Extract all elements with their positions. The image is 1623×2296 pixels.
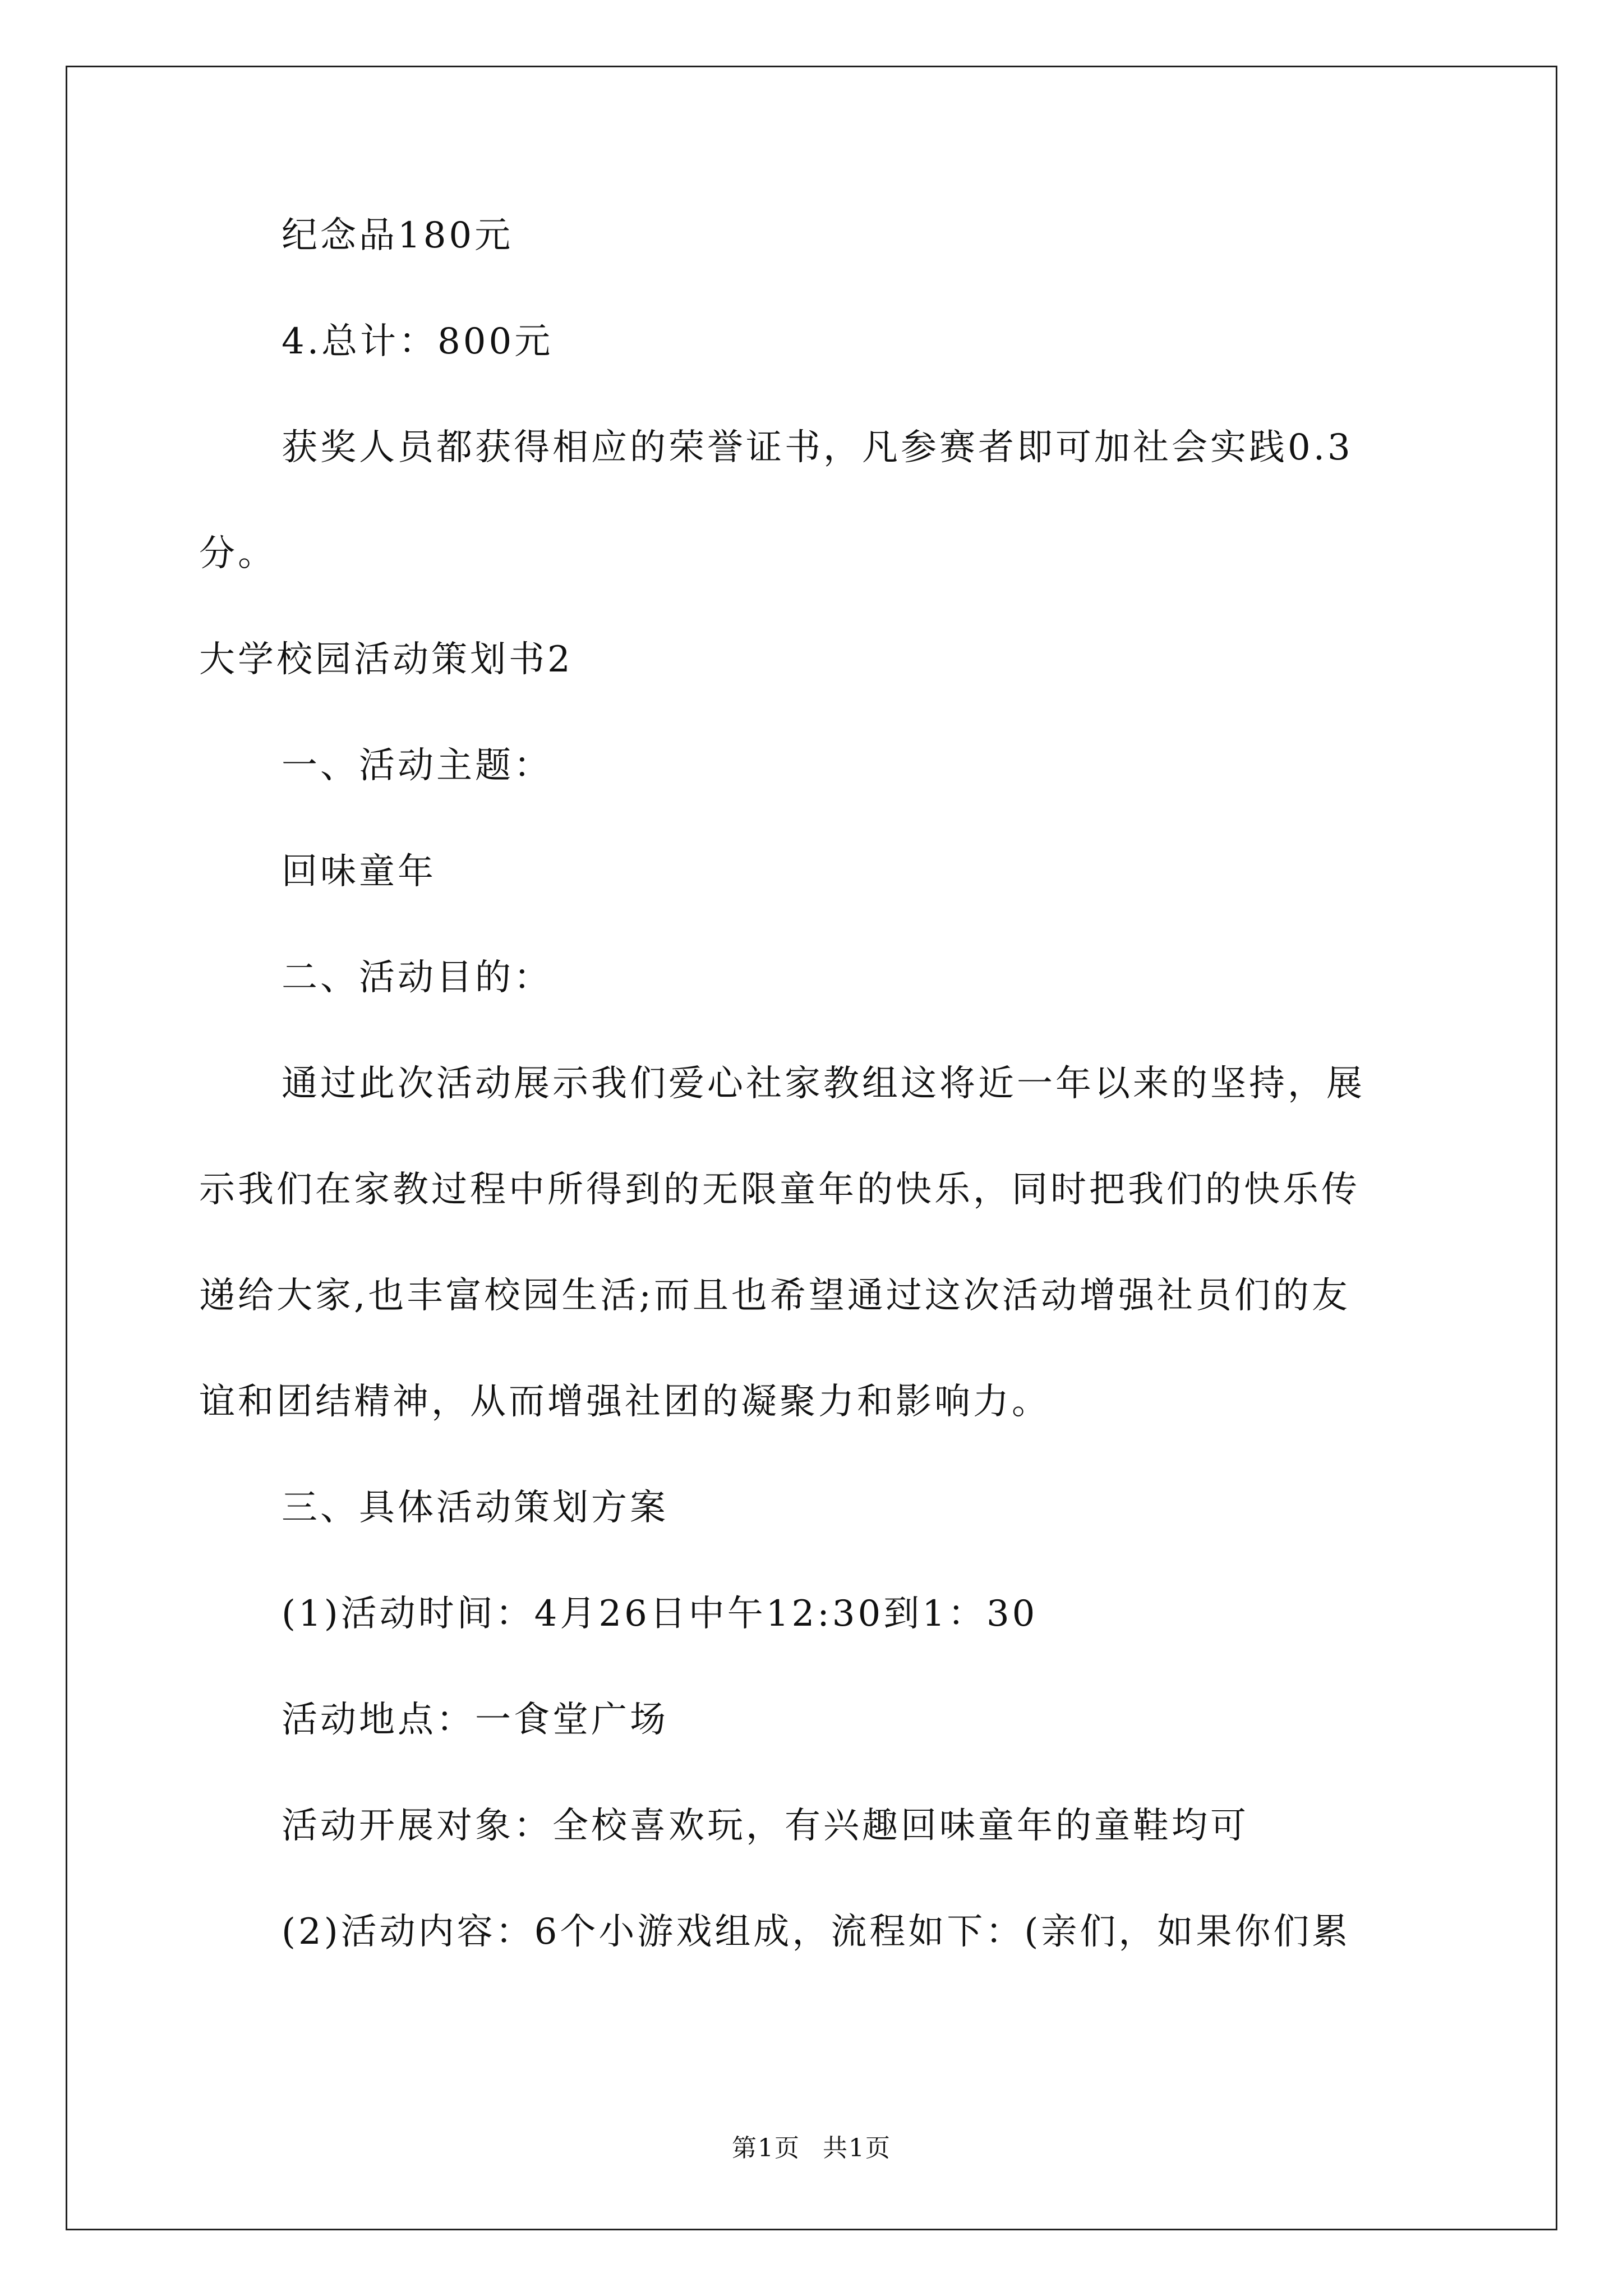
text-line: 活动地点：一食堂广场: [282, 1699, 668, 1741]
section-title: 大学校园活动策划书2: [199, 639, 573, 680]
text-line: 获奖人员都获得相应的荣誉证书，凡参赛者即可加社会实践0.3: [282, 427, 1353, 468]
text-line: 回味童年: [282, 851, 436, 892]
text-line: 通过此次活动展示我们爱心社家教组这将近一年以来的坚持，展: [282, 1063, 1365, 1105]
text-line: 活动开展对象：全校喜欢玩，有兴趣回味童年的童鞋均可: [282, 1805, 1249, 1847]
text-line: (1)活动时间：4月26日中午12:30到1：30: [282, 1593, 1038, 1635]
page-footer: [0, 2128, 1623, 2164]
page-number: 第1页: [732, 2134, 800, 2162]
text-line: 4.总计：800元: [282, 321, 554, 362]
page-total: 共1页: [823, 2134, 891, 2162]
heading: 三、具体活动策划方案: [282, 1487, 668, 1529]
text-line: 分。: [199, 533, 276, 574]
text-line: 示我们在家教过程中所得到的无限童年的快乐，同时把我们的快乐传: [199, 1169, 1360, 1211]
text-line: (2)活动内容：6个小游戏组成，流程如下：(亲们，如果你们累: [282, 1911, 1351, 1953]
heading: 一、活动主题：: [282, 745, 552, 786]
text-line: 递给大家,也丰富校园生活;而且也希望通过这次活动增强社员们的友: [199, 1275, 1350, 1317]
heading: 二、活动目的：: [282, 957, 552, 999]
text-line: 纪念品180元: [282, 215, 514, 256]
text-line: 谊和团结精神，从而增强社团的凝聚力和影响力。: [199, 1381, 1050, 1423]
